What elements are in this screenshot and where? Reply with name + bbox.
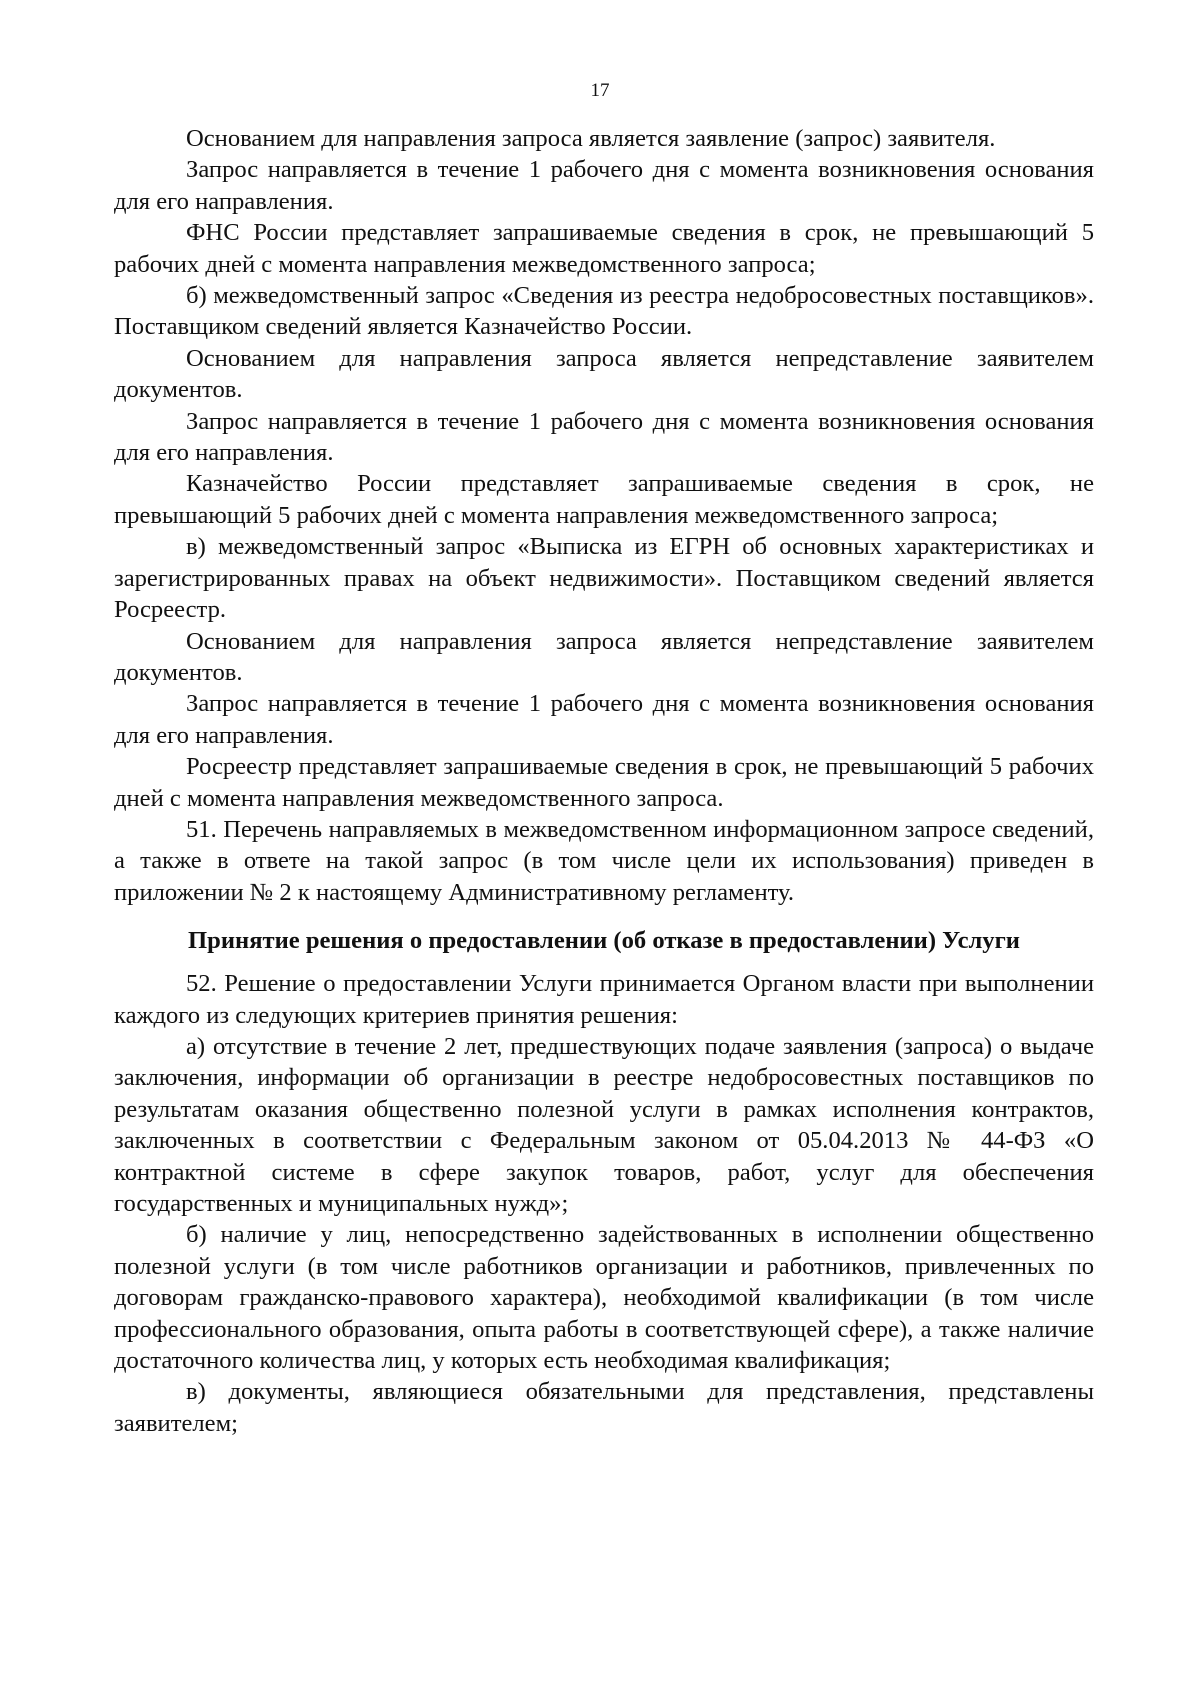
paragraph: а) отсутствие в течение 2 лет, предшествующих подаче заявления (запроса) о выдаче заключения, информации об организации в реестре недобросовестных поставщиков по результатам оказания общественно полезной услуги в рамках исполнения контрактов, заключенных в соответствии с Федеральным законом от 05.04.2013 № 44-ФЗ «О контрактной системе в сфере закупок товаров, работ, услуг для обеспечения государственных и муниципальных нужд»;: [114, 1032, 1094, 1217]
paragraph: 51. Перечень направляемых в межведомственном информационном запросе сведений, а также в ответе на такой запрос (в том числе цели их использования) приведен в приложении № 2 к настоящему Административному регламенту.: [114, 815, 1094, 906]
paragraph: в) документы, являющиеся обязательными для представления, представлены заявителем;: [114, 1378, 1094, 1437]
paragraph: Росреестр представляет запрашиваемые сведения в срок, не превышающий 5 рабочих дней с момента направления межведомственного запроса.: [114, 753, 1094, 812]
paragraph: Запрос направляется в течение 1 рабочего дня с момента возникновения основания для его направления.: [114, 690, 1094, 749]
paragraph: ФНС России представляет запрашиваемые сведения в срок, не превышающий 5 рабочих дней с момента направления межведомственного запроса;: [114, 219, 1094, 278]
document-body: [114, 123, 1094, 1439]
paragraph: Запрос направляется в течение 1 рабочего дня с момента возникновения основания для его направления.: [114, 407, 1094, 467]
page-number: 17: [590, 80, 610, 101]
paragraph: б) межведомственный запрос «Сведения из реестра недобросовестных поставщиков». Поставщиком сведений является Казначейство России.: [114, 282, 1094, 341]
paragraph: б) наличие у лиц, непосредственно задействованных в исполнении общественно полезной услуги (в том числе работников организации и работников, привлеченных по договорам гражданско-правового характера), необходимой квалификации (в том числе профессионального образования, опыта работы в соответствующей сфере), а также наличие достаточного количества лиц, у которых есть необходимая квалификация;: [114, 1221, 1094, 1375]
paragraph: 52. Решение о предоставлении Услуги принимается Органом власти при выполнении каждого из следующих критериев принятия решения:: [114, 970, 1094, 1029]
paragraph: Казначейство России представляет запрашиваемые сведения в срок, не превышающий 5 рабочих дней с момента направления межведомственного запроса;: [114, 470, 1094, 529]
section-heading: Принятие решения о предоставлении (об отказе в предоставлении) Услуги: [188, 927, 1020, 955]
paragraph: Основанием для направления запроса является заявление (запрос) заявителя.: [186, 125, 996, 152]
paragraph: Запрос направляется в течение 1 рабочего дня с момента возникновения основания для его направления.: [114, 156, 1094, 215]
paragraph: Основанием для направления запроса является непредставление заявителем документов.: [114, 627, 1094, 686]
paragraph: Основанием для направления запроса является непредставление заявителем документов.: [114, 344, 1094, 404]
paragraph: в) межведомственный запрос «Выписка из ЕГРН об основных характеристиках и зарегистрированных правах на объект недвижимости». Поставщиком сведений является Росреестр.: [114, 533, 1094, 624]
